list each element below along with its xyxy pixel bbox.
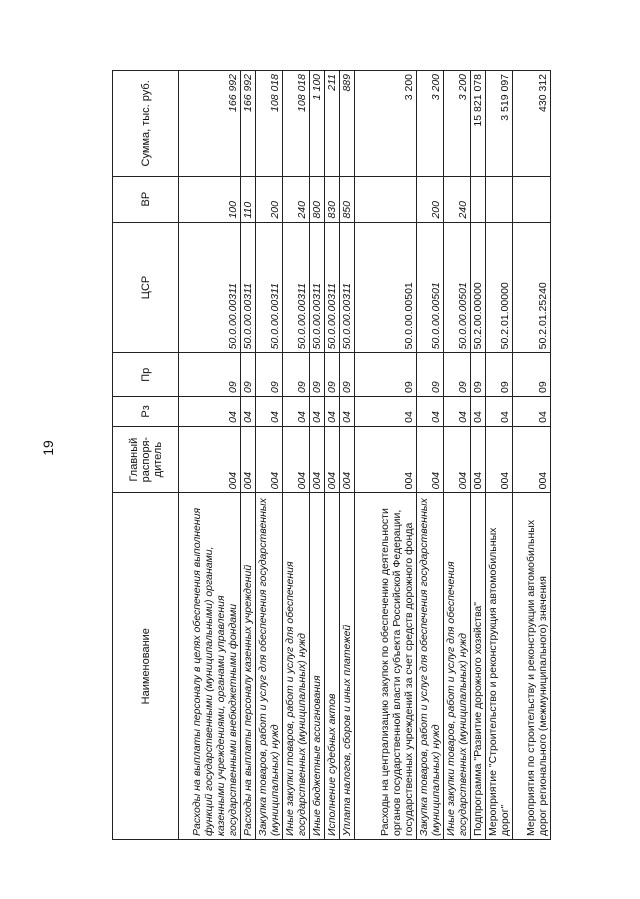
row-pr: 09 bbox=[241, 353, 256, 397]
row-main-manager: 004 bbox=[486, 426, 513, 493]
row-vr: 100 bbox=[179, 176, 241, 222]
row-main-manager: 004 bbox=[444, 426, 471, 493]
row-sum: 3 200 bbox=[355, 71, 417, 177]
row-main-manager: 004 bbox=[283, 426, 310, 493]
row-pr: 09 bbox=[340, 353, 355, 397]
row-csr: 50.2.01.00000 bbox=[486, 222, 513, 353]
table-header-row bbox=[113, 71, 179, 840]
header-pr: Пр bbox=[113, 353, 179, 397]
row-main-manager: 004 bbox=[241, 426, 256, 493]
table-row bbox=[444, 71, 471, 840]
row-vr: 240 bbox=[444, 176, 471, 222]
row-sum: 3 519 097 bbox=[486, 71, 513, 177]
header-main-manager: Главный распоря-дитель bbox=[113, 426, 179, 493]
row-main-manager: 004 bbox=[513, 426, 551, 493]
row-sum: 108 018 bbox=[256, 71, 283, 177]
row-main-manager: 004 bbox=[340, 426, 355, 493]
row-sum: 3 200 bbox=[417, 71, 444, 177]
row-pr: 09 bbox=[179, 353, 241, 397]
row-csr: 50.0.00.00311 bbox=[310, 222, 325, 353]
row-csr: 50.0.00.00311 bbox=[179, 222, 241, 353]
header-name: Наименование bbox=[113, 493, 179, 840]
row-pr: 09 bbox=[444, 353, 471, 397]
row-vr bbox=[471, 176, 486, 222]
row-vr bbox=[355, 176, 417, 222]
row-name: Закупка товаров, работ и услуг для обеспечения государственных (муниципальных) нужд bbox=[256, 493, 283, 840]
row-sum: 430 312 bbox=[513, 71, 551, 177]
rotated-page bbox=[112, 70, 549, 840]
row-main-manager: 004 bbox=[471, 426, 486, 493]
row-pr: 09 bbox=[256, 353, 283, 397]
row-rz: 04 bbox=[179, 397, 241, 427]
row-rz: 04 bbox=[310, 397, 325, 427]
row-csr: 50.0.00.00501 bbox=[444, 222, 471, 353]
row-csr: 50.2.01.25240 bbox=[513, 222, 551, 353]
row-vr: 200 bbox=[417, 176, 444, 222]
row-name: Уплата налогов, сборов и иных платежей bbox=[340, 493, 355, 840]
row-rz: 04 bbox=[417, 397, 444, 427]
row-pr: 09 bbox=[471, 353, 486, 397]
row-main-manager: 004 bbox=[355, 426, 417, 493]
row-name: Расходы на централизацию закупок по обеспечению деятельности органов государственной власти субъекта Российской Федерации, государственных учреждений за счет средств дорожного фонда bbox=[355, 493, 417, 840]
row-pr: 09 bbox=[283, 353, 310, 397]
row-csr: 50.2.00.00000 bbox=[471, 222, 486, 353]
header-csr: ЦСР bbox=[113, 222, 179, 353]
row-pr: 09 bbox=[486, 353, 513, 397]
row-sum: 15 821 078 bbox=[471, 71, 486, 177]
row-main-manager: 004 bbox=[325, 426, 340, 493]
row-rz: 04 bbox=[444, 397, 471, 427]
row-csr: 50.0.00.00501 bbox=[417, 222, 444, 353]
row-csr: 50.0.00.00311 bbox=[241, 222, 256, 353]
row-pr: 09 bbox=[513, 353, 551, 397]
row-name: Подпрограмма "Развитие дорожного хозяйства" bbox=[471, 493, 486, 840]
row-vr: 850 bbox=[340, 176, 355, 222]
table-row bbox=[355, 71, 417, 840]
row-sum: 889 bbox=[340, 71, 355, 177]
table-row bbox=[340, 71, 355, 840]
row-vr: 110 bbox=[241, 176, 256, 222]
row-name: Мероприятие "Строительство и реконструкция автомобильных дорог" bbox=[486, 493, 513, 840]
row-sum: 166 992 bbox=[179, 71, 241, 177]
row-name: Иные бюджетные ассигнования bbox=[310, 493, 325, 840]
row-pr: 09 bbox=[325, 353, 340, 397]
row-rz: 04 bbox=[471, 397, 486, 427]
page-number: 19 bbox=[40, 440, 56, 456]
row-rz: 04 bbox=[241, 397, 256, 427]
row-csr: 50.0.00.00501 bbox=[355, 222, 417, 353]
row-sum: 3 200 bbox=[444, 71, 471, 177]
row-rz: 04 bbox=[283, 397, 310, 427]
table-row bbox=[417, 71, 444, 840]
row-vr: 830 bbox=[325, 176, 340, 222]
row-pr: 09 bbox=[417, 353, 444, 397]
row-rz: 04 bbox=[486, 397, 513, 427]
table-row bbox=[486, 71, 513, 840]
table-row bbox=[325, 71, 340, 840]
row-rz: 04 bbox=[340, 397, 355, 427]
row-name: Мероприятия по строительству и реконструкции автомобильных дорог регионального (межмуниципального) значения bbox=[513, 493, 551, 840]
row-vr bbox=[513, 176, 551, 222]
row-main-manager: 004 bbox=[310, 426, 325, 493]
row-csr: 50.0.00.00311 bbox=[325, 222, 340, 353]
row-csr: 50.0.00.00311 bbox=[283, 222, 310, 353]
row-sum: 108 018 bbox=[283, 71, 310, 177]
row-pr: 09 bbox=[355, 353, 417, 397]
row-name: Иные закупки товаров, работ и услуг для обеспечения государственных (муниципальных) нужд bbox=[444, 493, 471, 840]
row-rz: 04 bbox=[355, 397, 417, 427]
row-sum: 1 100 bbox=[310, 71, 325, 177]
row-vr bbox=[486, 176, 513, 222]
table-row bbox=[256, 71, 283, 840]
row-rz: 04 bbox=[513, 397, 551, 427]
header-sum: Сумма, тыс. руб. bbox=[113, 71, 179, 177]
header-rz: Рз bbox=[113, 397, 179, 427]
row-name: Иные закупки товаров, работ и услуг для обеспечения государственных (муниципальных) нужд bbox=[283, 493, 310, 840]
row-rz: 04 bbox=[325, 397, 340, 427]
header-vr: ВР bbox=[113, 176, 179, 222]
budget-table bbox=[112, 70, 551, 840]
row-main-manager: 004 bbox=[417, 426, 444, 493]
table-row bbox=[513, 71, 551, 840]
row-pr: 09 bbox=[310, 353, 325, 397]
row-main-manager: 004 bbox=[256, 426, 283, 493]
row-name: Исполнение судебных актов bbox=[325, 493, 340, 840]
table-row bbox=[241, 71, 256, 840]
row-name: Расходы на выплаты персоналу казенных учреждений bbox=[241, 493, 256, 840]
table-row bbox=[283, 71, 310, 840]
row-vr: 200 bbox=[256, 176, 283, 222]
row-vr: 240 bbox=[283, 176, 310, 222]
row-main-manager: 004 bbox=[179, 426, 241, 493]
row-name: Закупка товаров, работ и услуг для обеспечения государственных (муниципальных) нужд bbox=[417, 493, 444, 840]
row-sum: 211 bbox=[325, 71, 340, 177]
row-csr: 50.0.00.00311 bbox=[340, 222, 355, 353]
table-row bbox=[471, 71, 486, 840]
table-row bbox=[179, 71, 241, 840]
row-vr: 800 bbox=[310, 176, 325, 222]
row-csr: 50.0.00.00311 bbox=[256, 222, 283, 353]
row-sum: 166 992 bbox=[241, 71, 256, 177]
table-row bbox=[310, 71, 325, 840]
row-rz: 04 bbox=[256, 397, 283, 427]
row-name: Расходы на выплаты персоналу в целях обеспечения выполнения функций государственными (муниципальными) органами, казенными учреждениями, органами управления государственными внебюджетными фондами bbox=[179, 493, 241, 840]
